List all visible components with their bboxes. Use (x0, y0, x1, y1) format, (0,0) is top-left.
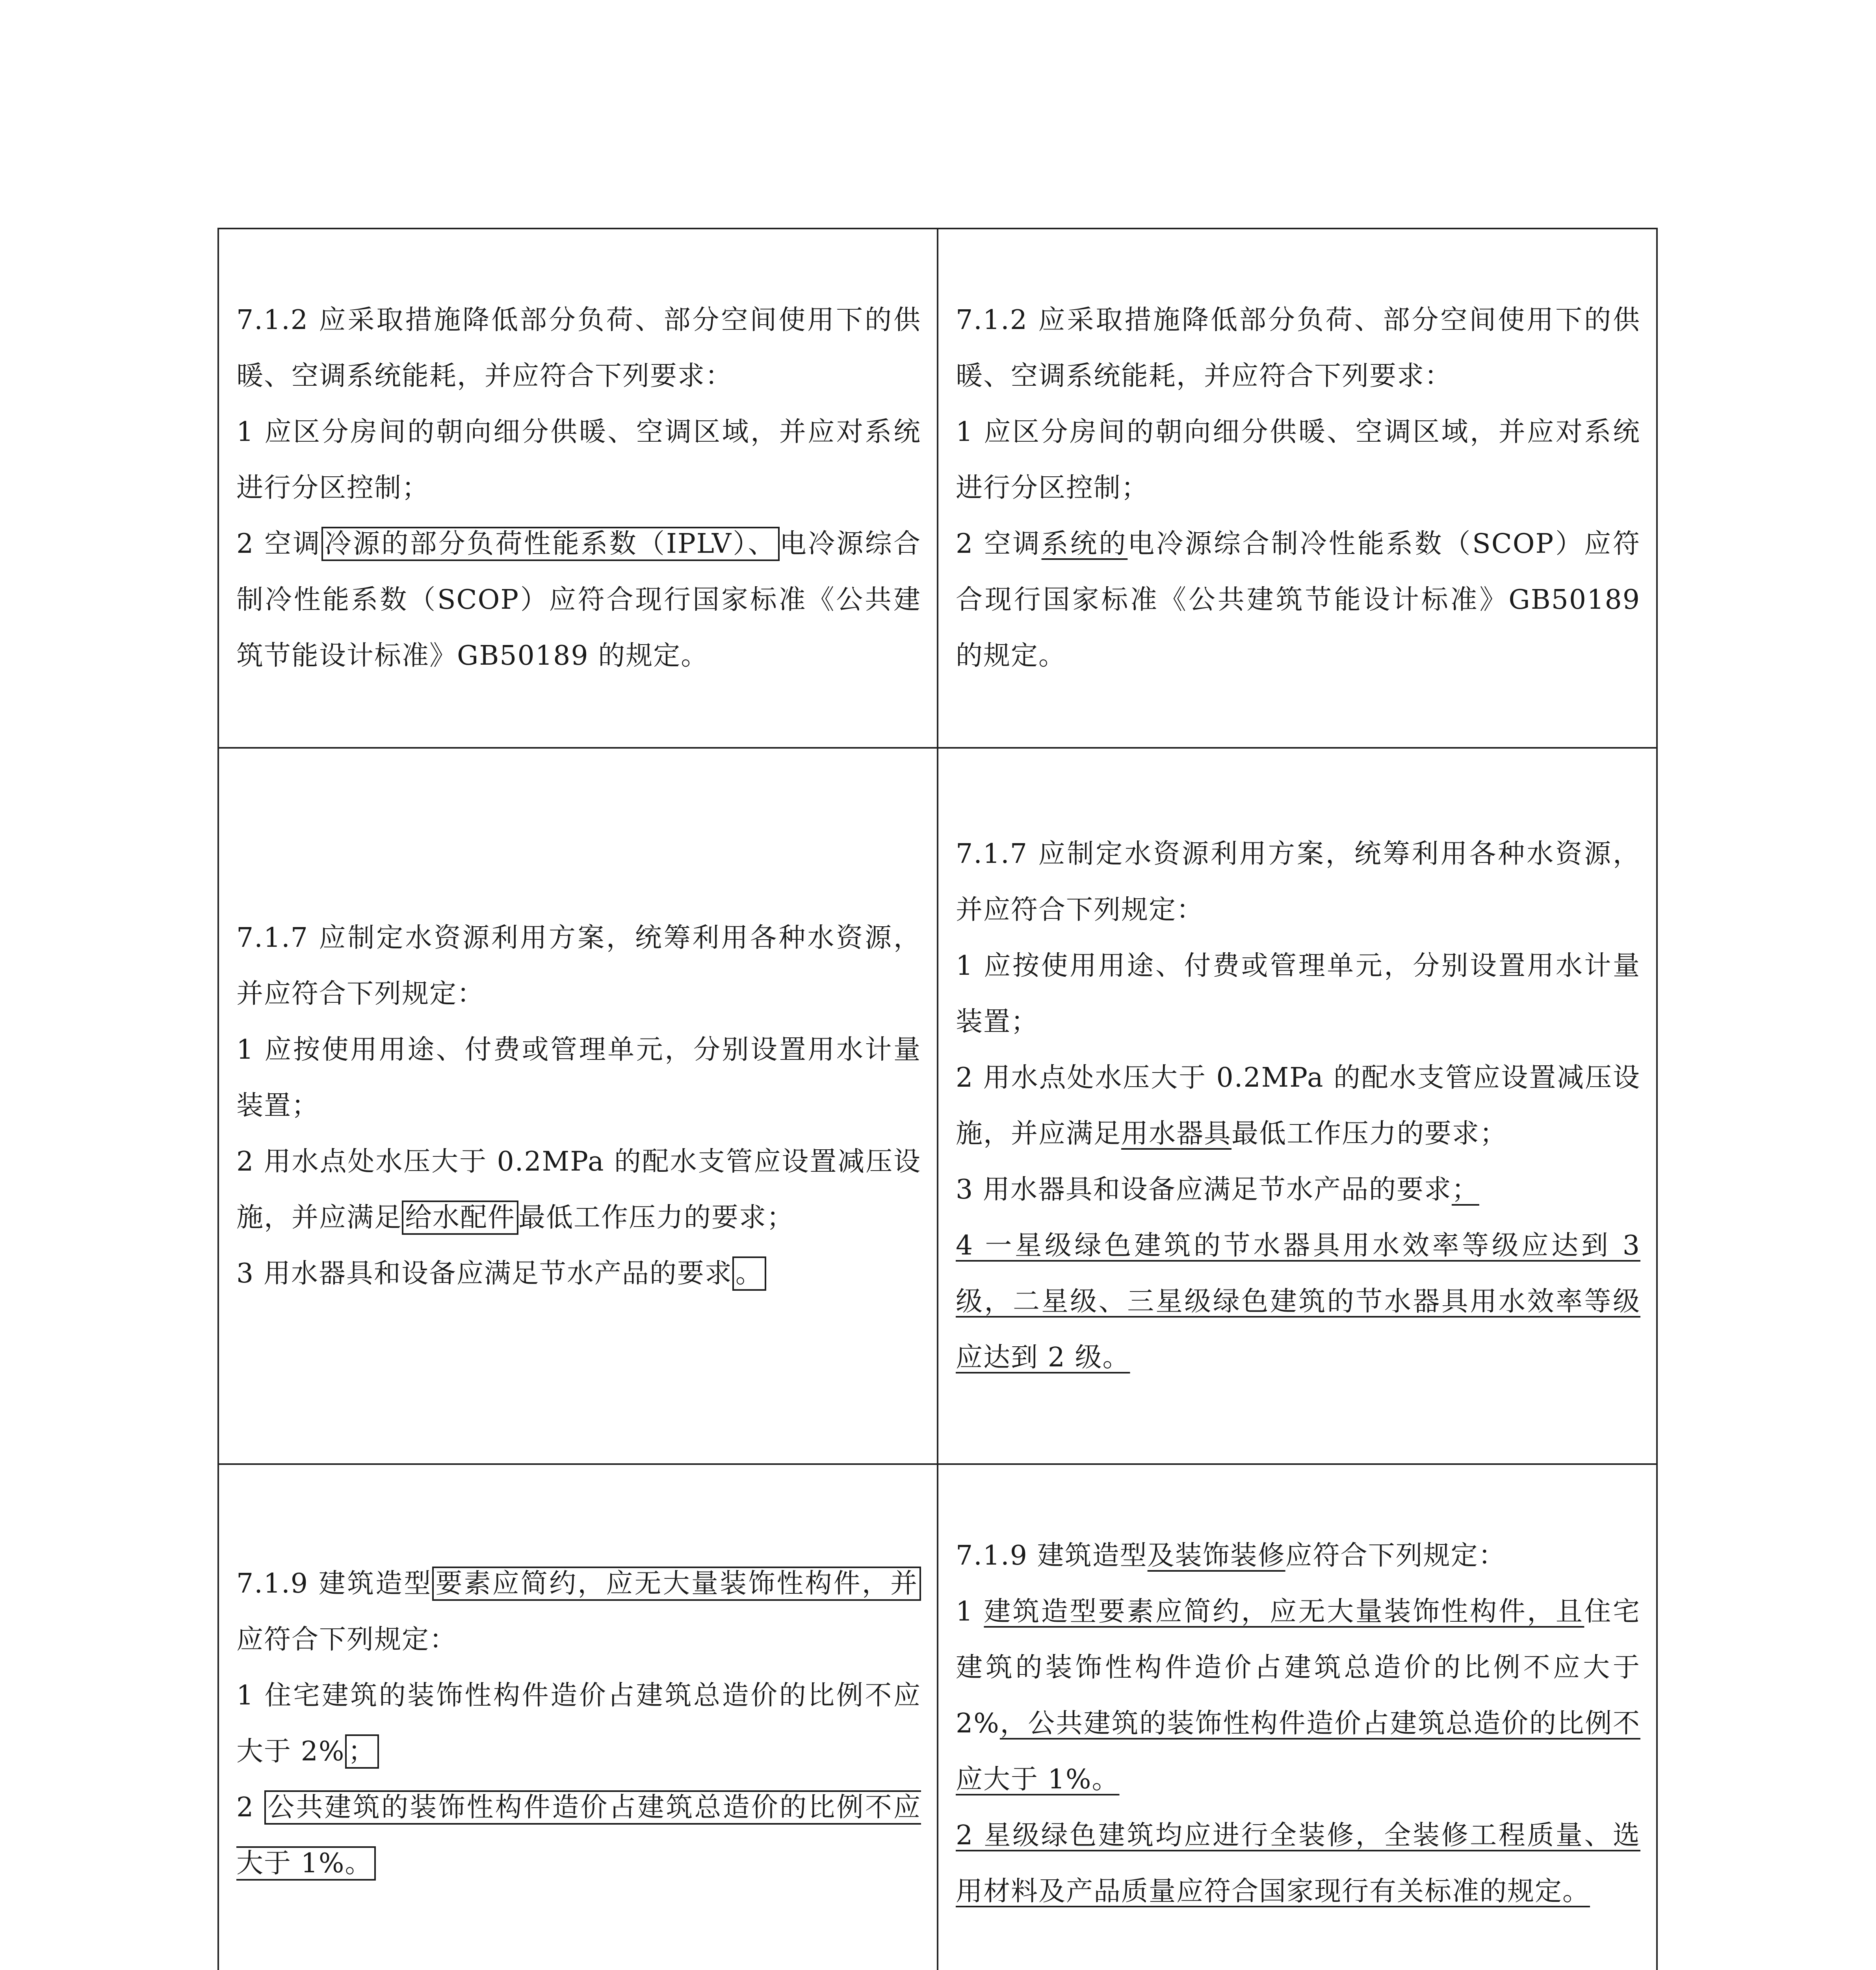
clause-line (956, 938, 1640, 1050)
marked-insertion: 建筑造型要素应简约，应无大量装饰性构件，且 (984, 1596, 1584, 1627)
cell-text (956, 292, 1640, 684)
clause-text: 7.1.9 建筑造型 (236, 1568, 433, 1599)
marked-deletion: 。 (732, 1256, 766, 1291)
table-row (218, 229, 1657, 748)
clause-text: 1 应区分房间的朝向细分供暖、空调区域，并应对系统进行分区控制； (236, 416, 921, 504)
clause-text: 7.1.2 应采取措施降低部分负荷、部分空间使用下的供暖、空调系统能耗，并应符合下列要求： (956, 305, 1640, 392)
clause-line (956, 1528, 1640, 1584)
clause-text: 2 (236, 1792, 265, 1823)
clause-text: 应符合下列规定： (1285, 1540, 1506, 1571)
clause-text: 最低工作压力的要求； (518, 1202, 795, 1233)
marked-insertion: 及装饰装修 (1147, 1540, 1285, 1571)
marked-insertion: 系统的 (1041, 528, 1128, 559)
clause-text: 2 用水点处水压大于 0.2MPa 的配水支管应设置减压设施，并应满足 (236, 1146, 921, 1233)
clause-text: 住宅建筑的装饰性构件造价占建筑总造价的比例不应大于 2% (956, 1596, 1640, 1739)
clause-text: 1 住宅建筑的装饰性构件造价占建筑总造价的比例不应大于 2% (236, 1680, 921, 1767)
clause-text: 7.1.2 应采取措施降低部分负荷、部分空间使用下的供暖、空调系统能耗，并应符合下列要求： (236, 305, 921, 392)
original-clause-cell (218, 748, 938, 1464)
clause-line (956, 404, 1640, 516)
clause-text: 最低工作压力的要求； (1231, 1118, 1508, 1149)
clause-text: 2 空调 (956, 528, 1042, 559)
revised-clause-cell (938, 229, 1657, 748)
clause-line (236, 516, 921, 684)
clause-line (956, 1050, 1640, 1162)
cell-text (236, 1556, 921, 1892)
clause-line (236, 1668, 921, 1780)
revised-clause-cell (938, 748, 1657, 1464)
comparison-table (217, 228, 1658, 1970)
clause-line (956, 1808, 1640, 1920)
revised-clause-cell (938, 1464, 1657, 1970)
marked-deletion: 公共建筑的装饰性构件造价占建筑总造价的比例不应大于 1%。 (236, 1790, 921, 1881)
marked-deletion: 冷源的部分负荷性能系数（IPLV）、 (321, 527, 780, 561)
clause-text: 2 用水点处水压大于 0.2MPa 的配水支管应设置减压设施，并应满足 (956, 1062, 1640, 1149)
clause-text: 7.1.7 应制定水资源利用方案，统筹利用各种水资源，并应符合下列规定： (956, 838, 1640, 926)
clause-text: 1 应按使用用途、付费或管理单元，分别设置用水计量装置； (956, 950, 1640, 1037)
table-row (218, 748, 1657, 1464)
clause-text: 1 应区分房间的朝向细分供暖、空调区域，并应对系统进行分区控制； (956, 416, 1640, 504)
clause-line (236, 910, 921, 1022)
clause-line (956, 1584, 1640, 1808)
clause-text: 7.1.9 建筑造型 (956, 1540, 1148, 1571)
clause-text: 1 应按使用用途、付费或管理单元，分别设置用水计量装置； (236, 1034, 921, 1121)
clause-line (236, 404, 921, 516)
clause-text: 电冷源综合制冷性能系数（SCOP）应符合现行国家标准《公共建筑节能设计标准》GB50189 的规定。 (956, 528, 1640, 671)
marked-insertion: 2 星级绿色建筑均应进行全装修，全装修工程质量、选用材料及产品质量应符合国家现行有关标准的规定。 (956, 1820, 1640, 1907)
clause-text: 1 (956, 1596, 984, 1627)
clause-text: 2 空调 (236, 528, 321, 559)
marked-deletion: 给水配件 (402, 1201, 518, 1235)
marked-insertion: ； (1451, 1174, 1479, 1205)
clause-line (236, 1246, 921, 1302)
cell-text (236, 910, 921, 1302)
marked-deletion: 要素应简约，应无大量装饰性构件，并 (432, 1567, 921, 1601)
clause-line (236, 292, 921, 404)
marked-insertion: 4 一星级绿色建筑的节水器具用水效率等级应达到 3 级，二星级、三星级绿色建筑的节水器具用水效率等级应达到 2 级。 (956, 1230, 1640, 1373)
clause-line (956, 826, 1640, 938)
clause-text: 7.1.7 应制定水资源利用方案，统筹利用各种水资源，并应符合下列规定： (236, 922, 921, 1009)
cell-text (956, 1528, 1640, 1920)
clause-text: 3 用水器具和设备应满足节水产品的要求 (236, 1258, 732, 1289)
clause-line (956, 516, 1640, 684)
clause-line (956, 1162, 1640, 1218)
clause-line (236, 1556, 921, 1668)
clause-line (956, 1218, 1640, 1386)
table-row (218, 1464, 1657, 1970)
cell-text (956, 826, 1640, 1386)
clause-line (236, 1022, 921, 1134)
clause-text: 电冷源综合制冷性能系数（SCOP）应符合现行国家标准《公共建筑节能设计标准》GB50189 的规定。 (236, 528, 921, 671)
original-clause-cell (218, 229, 938, 748)
clause-text: 3 用水器具和设备应满足节水产品的要求 (956, 1174, 1452, 1205)
marked-insertion: 用水器具 (1121, 1118, 1232, 1149)
clause-text: 应符合下列规定： (236, 1624, 457, 1655)
clause-line (236, 1134, 921, 1246)
original-clause-cell (218, 1464, 938, 1970)
marked-deletion: ； (345, 1734, 379, 1769)
clause-line (956, 292, 1640, 404)
clause-line (236, 1780, 921, 1892)
cell-text (236, 292, 921, 684)
marked-insertion: ，公共建筑的装饰性构件造价占建筑总造价的比例不应大于 1%。 (956, 1708, 1640, 1795)
